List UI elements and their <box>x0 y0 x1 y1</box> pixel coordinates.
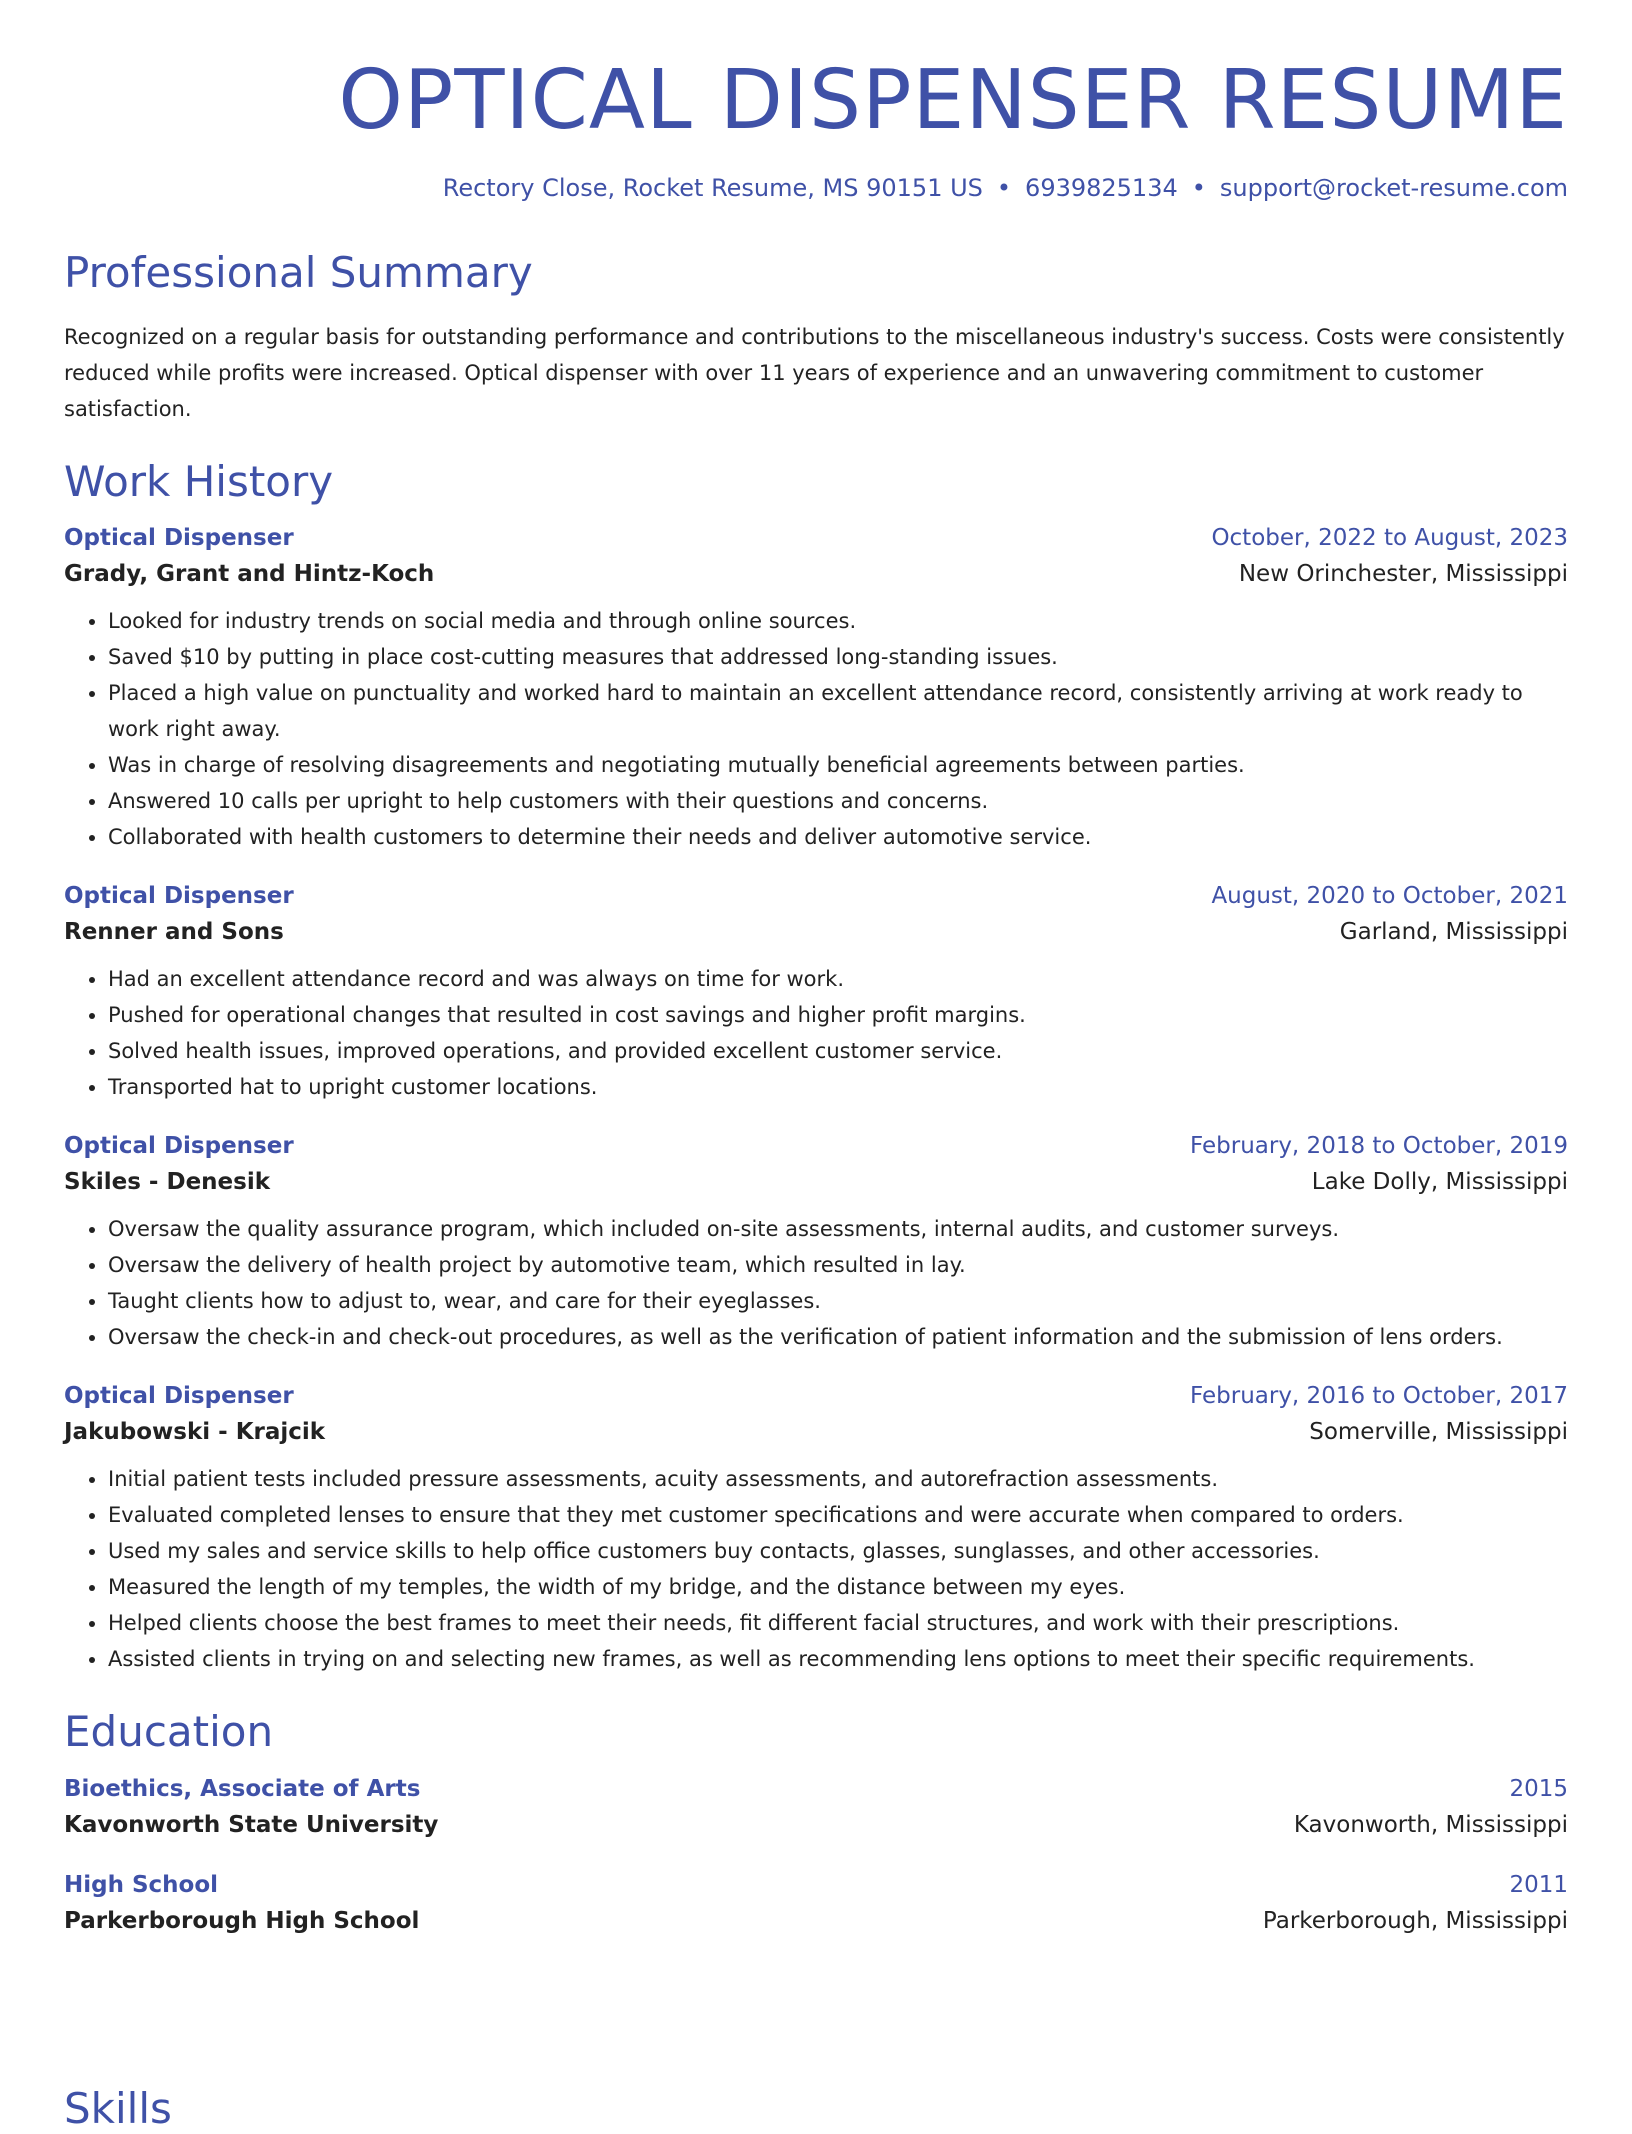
list-item: • Assisted clients in trying on and selecting new frames, as well as recommending lens options to meet their specific requirements. <box>108 1641 1568 1677</box>
job-bullets <box>64 1461 1568 1677</box>
section-heading-skills: Skills <box>64 2084 172 2133</box>
list-item: • Collaborated with health customers to determine their needs and deliver automotive service. <box>108 819 1568 855</box>
phone-text: 6939825134 <box>1025 174 1178 203</box>
job-title: Optical Dispenser <box>64 1133 294 1160</box>
list-item: • Answered 10 calls per upright to help customers with their questions and concerns. <box>108 783 1568 819</box>
job-company: Skiles - Denesik <box>64 1169 271 1196</box>
list-item: • Was in charge of resolving disagreements and negotiating mutually beneficial agreements between parties. <box>108 747 1568 783</box>
separator-dot: • <box>1191 174 1206 203</box>
education-entry <box>64 1872 1568 1934</box>
job-location: Lake Dolly, Mississippi <box>1311 1169 1568 1196</box>
resume-header <box>64 52 1568 202</box>
list-item: • Measured the length of my temples, the width of my bridge, and the distance between my eyes. <box>108 1569 1568 1605</box>
email-link[interactable]: support@rocket-resume.com <box>1219 174 1568 203</box>
job-location: Garland, Mississippi <box>1339 919 1568 946</box>
list-item: • Solved health issues, improved operations, and provided excellent customer service. <box>108 1033 1568 1069</box>
education-location: Parkerborough, Mississippi <box>1262 1907 1568 1934</box>
education-degree: High School <box>64 1871 219 1898</box>
list-item: • Helped clients choose the best frames to meet their needs, fit different facial structures, and work with their prescriptions. <box>108 1605 1568 1641</box>
summary-text: Recognized on a regular basis for outstanding performance and contributions to the miscellaneous industry's success. Costs were consistently reduced while profits were increased. Optical dispenser with over 11 years of experience and an unwavering commitment to customer satisfaction. <box>64 324 1565 421</box>
job-location: Somerville, Mississippi <box>1309 1419 1568 1446</box>
job-title: Optical Dispenser <box>64 883 294 910</box>
section-heading-work-history: Work History <box>64 456 334 506</box>
education-degree: Bioethics, Associate of Arts <box>64 1775 421 1802</box>
list-item: • Oversaw the quality assurance program, which included on-site assessments, internal audits, and customer surveys. <box>108 1211 1568 1247</box>
list-item: • Oversaw the check-in and check-out procedures, as well as the verification of patient information and the submission of lens orders. <box>108 1319 1568 1355</box>
contact-line <box>64 174 1568 202</box>
job-company: Grady, Grant and Hintz-Koch <box>64 561 435 588</box>
education-entry <box>64 1776 1568 1838</box>
list-item: • Evaluated completed lenses to ensure that they met customer specifications and were accurate when compared to orders. <box>108 1497 1568 1533</box>
job-bullets <box>64 961 1568 1105</box>
education-year: 2015 <box>1509 1775 1568 1802</box>
list-item: • Taught clients how to adjust to, wear, and care for their eyeglasses. <box>108 1283 1568 1319</box>
separator-dot: • <box>996 174 1012 203</box>
list-item: • Placed a high value on punctuality and worked hard to maintain an excellent attendance record, consistently arriving at work ready to work right away. <box>108 675 1568 747</box>
list-item: • Initial patient tests included pressure assessments, acuity assessments, and autorefraction assessments. <box>108 1461 1568 1497</box>
job-dates: February, 2016 to October, 2017 <box>1190 1383 1568 1410</box>
job-bullets <box>64 1211 1568 1355</box>
section-heading-summary: Professional Summary <box>64 248 533 298</box>
job-entry <box>64 1383 1568 1677</box>
job-company: Jakubowski - Krajcik <box>64 1419 326 1446</box>
list-item: • Had an excellent attendance record and was always on time for work. <box>108 961 1568 997</box>
job-entry <box>64 1133 1568 1355</box>
job-dates: February, 2018 to October, 2019 <box>1190 1133 1568 1160</box>
page-title: OPTICAL DISPENSER RESUME <box>338 53 1568 148</box>
job-dates: August, 2020 to October, 2021 <box>1211 883 1568 910</box>
list-item: • Looked for industry trends on social media and through online sources. <box>108 603 1568 639</box>
list-item: • Transported hat to upright customer locations. <box>108 1069 1568 1105</box>
education-location: Kavonworth, Mississippi <box>1293 1811 1568 1838</box>
list-item: • Saved $10 by putting in place cost-cutting measures that addressed long-standing issues. <box>108 639 1568 675</box>
list-item: • Used my sales and service skills to help office customers buy contacts, glasses, sunglasses, and other accessories. <box>108 1533 1568 1569</box>
job-entry <box>64 883 1568 1105</box>
education-school: Kavonworth State University <box>64 1811 439 1838</box>
job-dates: October, 2022 to August, 2023 <box>1211 525 1568 552</box>
job-title: Optical Dispenser <box>64 1383 294 1410</box>
education-year: 2011 <box>1509 1871 1568 1898</box>
list-item: • Oversaw the delivery of health project by automotive team, which resulted in lay. <box>108 1247 1568 1283</box>
job-title: Optical Dispenser <box>64 525 294 552</box>
job-company: Renner and Sons <box>64 919 284 946</box>
job-location: New Orinchester, Mississippi <box>1238 561 1568 588</box>
list-item: • Pushed for operational changes that resulted in cost savings and higher profit margins. <box>108 997 1568 1033</box>
education-school: Parkerborough High School <box>64 1907 420 1934</box>
job-bullets <box>64 603 1568 855</box>
job-entry <box>64 525 1568 855</box>
address-text: Rectory Close, Rocket Resume, MS 90151 US <box>442 174 983 203</box>
section-heading-education: Education <box>64 1707 274 1757</box>
